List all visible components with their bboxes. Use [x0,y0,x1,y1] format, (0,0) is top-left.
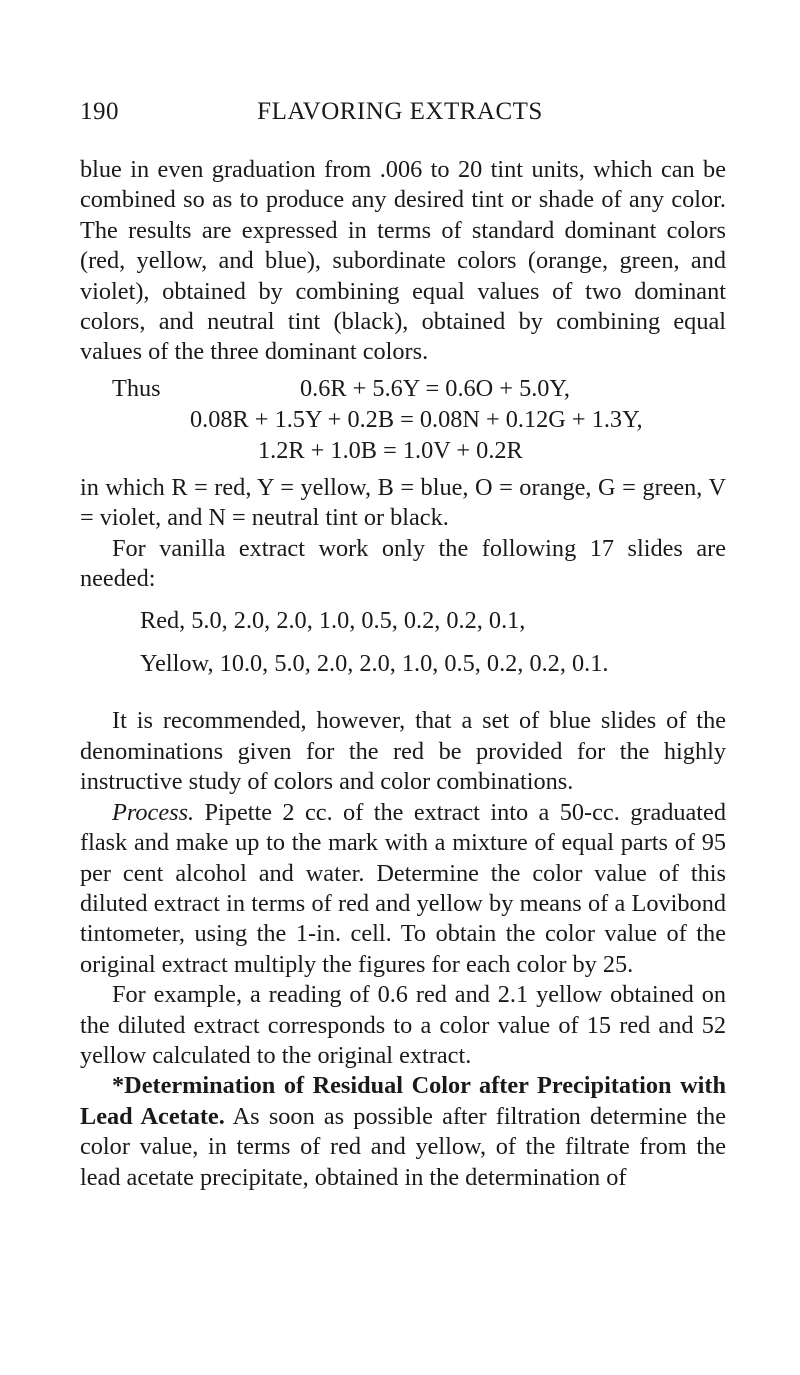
residual-color-heading: *Determination of Residual Color after Precipitation with Lead Acetate. [80,1072,726,1130]
paragraph-tint-units: blue in even graduation from .006 to 20 tint units, which can be combined so as to produce any desired tint or shade of any color. The results are expressed in terms of standard dominant colors (red, yellow, and blue), subordinate colors (orange, green, and violet), obtained by combining equal values of two dominant colors, and neutral tint (black), obtained by combining equal values of the three dominant colors. [80,156,726,366]
slide-list [140,606,726,692]
equation-3: 1.2R + 1.0B = 1.0V + 0.2R [258,436,523,464]
equation-line-3 [80,436,726,467]
paragraph-blue-slides: It is recommended, however, that a set of blue slides of the denominations given for the red be provided for the highly instructive study of colors and color combinations. [80,707,726,796]
page-number: 190 [80,98,119,125]
equation-line-2 [80,405,726,436]
equation-block [80,374,726,467]
paragraph-color-key: in which R = red, Y = yellow, B = blue, O = orange, G = green, V = violet, and N = neutral tint or black. [80,473,726,532]
equation-lead-thus: Thus [112,374,161,402]
residual-color-text: As soon as possible after filtration determine the color value, in terms of red and yellow, of the filtrate from the lead acetate precipitate, obtained in the determination of [80,1102,726,1191]
slide-list-yellow: Yellow, 10.0, 5.0, 2.0, 2.0, 1.0, 0.5, 0.2, 0.2, 0.1. [140,650,609,678]
paragraph-slides-needed: For vanilla extract work only the following 17 slides are needed: [80,534,726,593]
paragraph-process [80,798,726,980]
process-text: Pipette 2 cc. of the extract into a 50-cc. graduated flask and make up to the mark with a mixture of equal parts of 95 per cent alcohol and water. Determine the color value of this diluted extract in terms of red and yellow by means of a Lovibond tintometer, using the 1-in. cell. To obtain the color value of the original extract multiply the figures for each color by 25. [80,798,726,978]
paragraph-residual-color [80,1071,726,1193]
equation-1: 0.6R + 5.6Y = 0.6O + 5.0Y, [300,374,570,402]
slide-list-red: Red, 5.0, 2.0, 2.0, 1.0, 0.5, 0.2, 0.2, 0.1, [140,607,526,635]
equation-line-1 [80,374,726,405]
running-title: FLAVORING EXTRACTS [257,98,543,125]
paragraph-example: For example, a reading of 0.6 red and 2.1 yellow obtained on the diluted extract corresponds to a color value of 15 red and 52 yellow calculated to the original extract. [80,981,726,1069]
process-label: Process. [112,798,195,826]
page-body [80,155,726,1193]
equation-2: 0.08R + 1.5Y + 0.2B = 0.08N + 0.12G + 1.3Y, [190,405,643,433]
